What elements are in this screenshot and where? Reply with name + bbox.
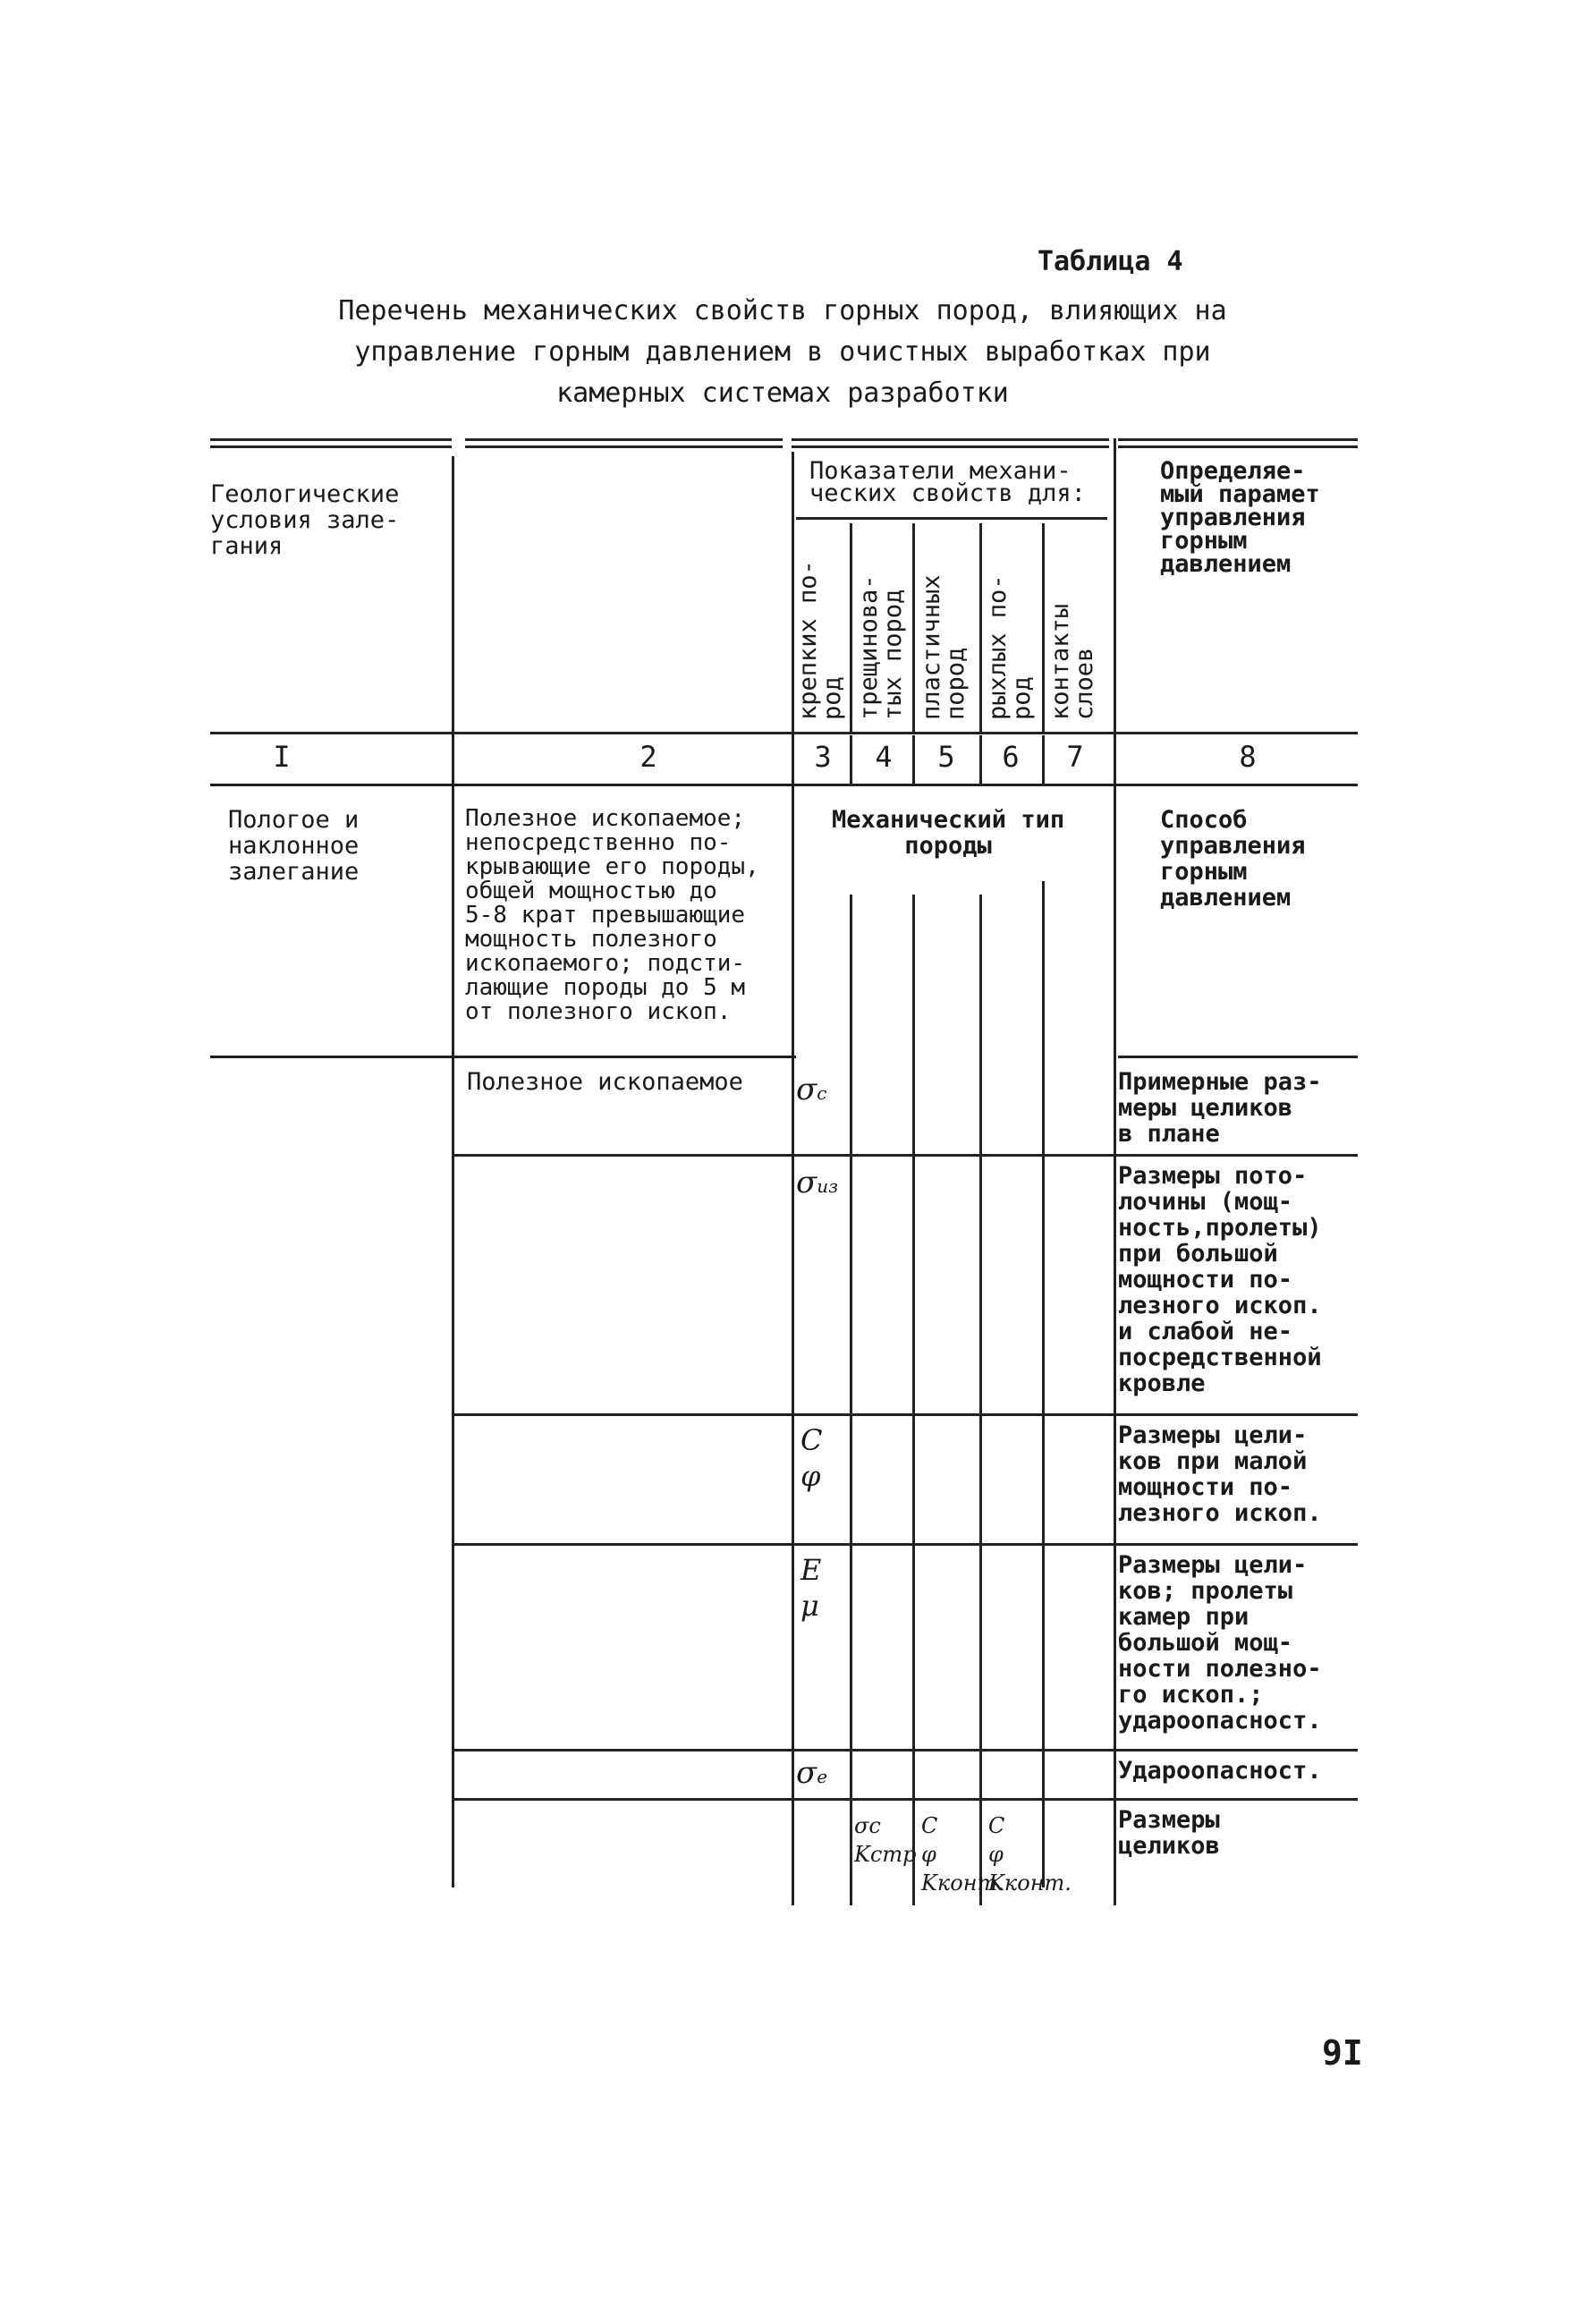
row-3-symbol: C φ [800,1423,823,1493]
column-number-8: 8 [1239,740,1257,774]
row-6-col6-symbols: C φ Kконт. [988,1813,1072,1896]
column-number-3: 3 [814,740,832,774]
row-4-parameter: Размеры цели- ков; пролеты камер при большой мощ- ности полезно- го ископ.; удароопасност. [1118,1551,1322,1735]
header-strong-rocks: крепких по- род [794,560,846,720]
row-6-col4-symbols: σc Kстр [854,1813,917,1867]
table-title-line-2: управление горным давлением в очистных выработках при [354,336,1211,368]
row-mechanical-type: Механический тип породы [832,806,1065,860]
row-conditions: Пологое и наклонное залегание [228,806,360,886]
row-5-parameter: Удароопасност. [1118,1757,1322,1785]
row-1-description: Полезное ископаемое [467,1068,743,1096]
table-title-line-1: Перечень механических свойств горных пород, влияющих на [338,295,1227,327]
row-6-parameter: Размеры целиков [1118,1806,1220,1860]
column-number-4: 4 [875,740,893,774]
row-2-parameter: Размеры пото- лочины (мощ- ность,пролеты) при большой мощности по- лезного ископ. и слабой не- посредственной кровле [1118,1162,1322,1397]
row-2-symbol: σиз [796,1165,839,1200]
column-number-1: I [273,740,291,774]
page-number: 9I [1322,2033,1363,2073]
header-geological-conditions: Геологические условия зале- гания [210,480,400,560]
header-fractured-rocks: трещинова- тых пород [855,574,907,720]
row-parameter: Способ управления горным давлением [1160,806,1306,912]
row-6-col5-symbols: C φ Kконт. [921,1813,1004,1896]
row-1-symbol: σc [796,1072,827,1107]
column-number-7: 7 [1066,740,1084,774]
column-number-6: 6 [1002,740,1020,774]
header-pressure-parameter: Определяе- мый парамет управления горным давлением [1160,457,1320,578]
table-title-line-3: камерных системах разработки [556,377,1009,409]
row-description: Полезное ископаемое; непосредственно по- крывающие его породы, общей мощностью до 5-8 крат превышающие мощность полезного ископаемого; подсти- лающие породы до 5 м от полезного ископ. [465,805,759,1025]
row-1-parameter: Примерные раз- меры целиков в плане [1118,1068,1322,1148]
header-mechanical-indicators: Показатели механи- ческих свойств для: [809,457,1086,507]
header-layer-contacts: контакты слоев [1046,603,1098,720]
row-3-parameter: Размеры цели- ков при малой мощности по- лезного ископ. [1118,1421,1322,1527]
row-4-symbol: E μ [800,1553,822,1623]
column-number-5: 5 [937,740,955,774]
row-5-symbol: σe [796,1755,828,1791]
column-number-2: 2 [640,740,657,774]
table-label: Таблица 4 [1038,246,1183,277]
header-plastic-rocks: пластичных пород [918,574,970,720]
header-loose-rocks: рыхлых по- род [984,574,1036,720]
